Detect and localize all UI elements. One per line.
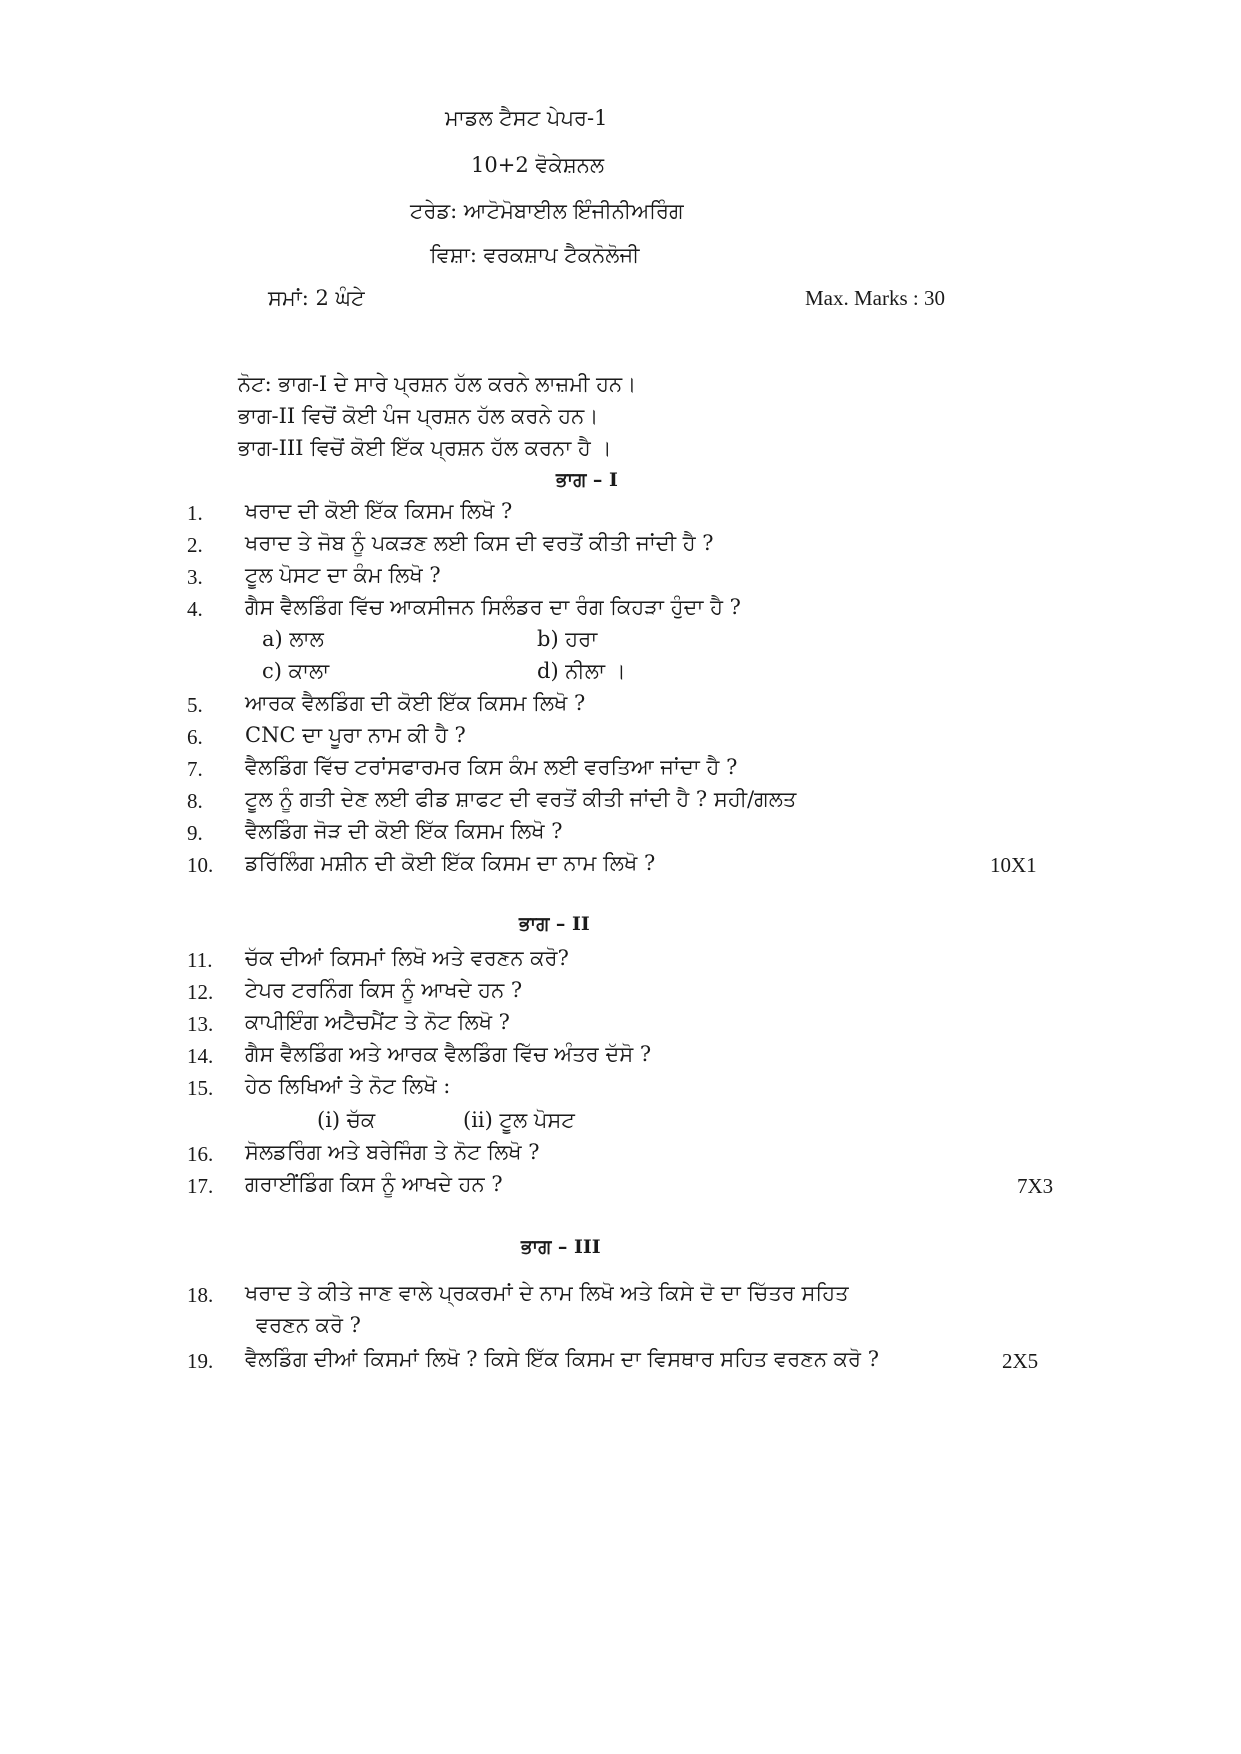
- question-text: ਗਰਾਈਂਡਿੰਗ ਕਿਸ ਨੂੰ ਆਖਦੇ ਹਨ ?: [245, 1172, 503, 1196]
- question-number: 17.: [187, 1174, 214, 1198]
- question-number: 10.: [187, 853, 214, 877]
- note-line: ਭਾਗ-III ਵਿਚੋਂ ਕੋਈ ਇੱਕ ਪ੍ਰਸ਼ਨ ਹੱਲ ਕਰਨਾ ਹੈ ।: [238, 436, 612, 460]
- question-text: ਆਰਕ ਵੈਲਡਿੰਗ ਦੀ ਕੋਈ ਇੱਕ ਕਿਸਮ ਲਿਖੋ ?: [245, 691, 586, 715]
- question-text: ਸੋਲਡਰਿੰਗ ਅਤੇ ਬਰੇਜਿੰਗ ਤੇ ਨੋਟ ਲਿਖੋ ?: [245, 1140, 540, 1164]
- sub-item-i: (i) ਚੱਕ: [317, 1108, 376, 1132]
- max-marks-label: Max. Marks : 30: [805, 286, 945, 310]
- question-number: 18.: [187, 1283, 214, 1307]
- note-line: ਭਾਗ-II ਵਿਚੋਂ ਕੋਈ ਪੰਜ ਪ੍ਰਸ਼ਨ ਹੱਲ ਕਰਨੇ ਹਨ।: [238, 404, 599, 428]
- question-text: ਵੈਲਡਿੰਗ ਵਿੱਚ ਟਰਾਂਸਫਾਰਮਰ ਕਿਸ ਕੰਮ ਲਈ ਵਰਤਿਆ ਜਾਂਦਾ ਹੈ ?: [245, 755, 738, 779]
- question-number: 19.: [187, 1349, 214, 1373]
- question-number: 1.: [187, 501, 203, 525]
- question-text: ਟੂਲ ਨੂੰ ਗਤੀ ਦੇਣ ਲਈ ਫੀਡ ਸ਼ਾਫਟ ਦੀ ਵਰਤੋਂ ਕੀਤੀ ਜਾਂਦੀ ਹੈ ? ਸਹੀ/ਗਲਤ: [245, 787, 797, 811]
- question-text: CNC ਦਾ ਪੂਰਾ ਨਾਮ ਕੀ ਹੈ ?: [245, 723, 466, 747]
- question-text: ਵੈਲਡਿੰਗ ਦੀਆਂ ਕਿਸਮਾਂ ਲਿਖੋ ? ਕਿਸੇ ਇੱਕ ਕਿਸਮ ਦਾ ਵਿਸਥਾਰ ਸਹਿਤ ਵਰਣਨ ਕਰੋ ?: [245, 1347, 879, 1371]
- question-number: 15.: [187, 1076, 214, 1100]
- question-text: ਕਾਪੀਇੰਗ ਅਟੈਚਮੈਂਟ ਤੇ ਨੋਟ ਲਿਖੋ ?: [245, 1010, 510, 1034]
- question-text: ਗੈਸ ਵੈਲਡਿੰਗ ਅਤੇ ਆਰਕ ਵੈਲਡਿੰਗ ਵਿੱਚ ਅੰਤਰ ਦੱਸੋ ?: [245, 1042, 652, 1066]
- question-number: 8.: [187, 789, 203, 813]
- option-c: c) ਕਾਲਾ: [262, 659, 330, 683]
- question-text: ਟੇਪਰ ਟਰਨਿੰਗ ਕਿਸ ਨੂੰ ਆਖਦੇ ਹਨ ?: [245, 978, 523, 1002]
- part1-marks: 10X1: [990, 853, 1037, 877]
- question-text: ਖਰਾਦ ਦੀ ਕੋਈ ਇੱਕ ਕਿਸਮ ਲਿਖੋ ?: [245, 499, 513, 523]
- question-number: 4.: [187, 597, 203, 621]
- paper-title: ਮਾਡਲ ਟੈਸਟ ਪੇਪਰ-1: [445, 106, 608, 130]
- part3-marks: 2X5: [1002, 1349, 1039, 1373]
- part2-heading: ਭਾਗ – II: [519, 913, 590, 935]
- question-number: 14.: [187, 1044, 214, 1068]
- option-b: b) ਹਰਾ: [537, 627, 598, 651]
- option-d: d) ਨੀਲਾ ।: [537, 659, 626, 683]
- question-number: 12.: [187, 980, 214, 1004]
- subject-label: ਵਿਸ਼ਾ: ਵਰਕਸ਼ਾਪ ਟੈਕਨੋਲੋਜੀ: [430, 243, 640, 267]
- question-text-continued: ਵਰਣਨ ਕਰੋ ?: [256, 1313, 361, 1337]
- question-text: ਚੱਕ ਦੀਆਂ ਕਿਸਮਾਂ ਲਿਖੋ ਅਤੇ ਵਰਣਨ ਕਰੋ?: [245, 946, 569, 970]
- note-line: ਨੋਟ: ਭਾਗ-I ਦੇ ਸਾਰੇ ਪ੍ਰਸ਼ਨ ਹੱਲ ਕਰਨੇ ਲਾਜ਼ਮੀ ਹਨ।: [238, 372, 637, 396]
- question-text: ਵੈਲਡਿੰਗ ਜੋੜ ਦੀ ਕੋਈ ਇੱਕ ਕਿਸਮ ਲਿਖੋ ?: [245, 819, 563, 843]
- trade-label: ਟਰੇਡ: ਆਟੋਮੋਬਾਈਲ ਇੰਜੀਨੀਅਰਿੰਗ: [410, 199, 684, 223]
- question-text: ਡਰਿੱਲਿੰਗ ਮਸ਼ੀਨ ਦੀ ਕੋਈ ਇੱਕ ਕਿਸਮ ਦਾ ਨਾਮ ਲਿਖੋ ?: [245, 851, 656, 875]
- question-text: ਖਰਾਦ ਤੇ ਕੀਤੇ ਜਾਣ ਵਾਲੇ ਪ੍ਰਕਰਮਾਂ ਦੇ ਨਾਮ ਲਿਖੋ ਅਤੇ ਕਿਸੇ ਦੋ ਦਾ ਚਿੱਤਰ ਸਹਿਤ: [245, 1281, 849, 1305]
- question-number: 5.: [187, 693, 203, 717]
- time-label: ਸਮਾਂ: 2 ਘੰਟੇ: [268, 286, 365, 310]
- part2-marks: 7X3: [1017, 1174, 1054, 1198]
- question-number: 13.: [187, 1012, 214, 1036]
- question-text: ਟੂਲ ਪੋਸਟ ਦਾ ਕੰਮ ਲਿਖੋ ?: [245, 563, 441, 587]
- sub-item-ii: (ii) ਟੂਲ ਪੋਸਟ: [463, 1108, 575, 1132]
- question-text: ਗੈਸ ਵੈਲਡਿੰਗ ਵਿੱਚ ਆਕਸੀਜਨ ਸਿਲੰਡਰ ਦਾ ਰੰਗ ਕਿਹੜਾ ਹੁੰਦਾ ਹੈ ?: [245, 595, 741, 619]
- question-number: 16.: [187, 1142, 214, 1166]
- class-label: 10+2 ਵੋਕੇਸ਼ਨਲ: [471, 153, 605, 177]
- part3-heading: ਭਾਗ – III: [521, 1236, 601, 1258]
- part1-heading: ਭਾਗ – I: [556, 469, 618, 491]
- question-number: 9.: [187, 821, 203, 845]
- question-number: 2.: [187, 533, 203, 557]
- question-number: 6.: [187, 725, 203, 749]
- question-number: 11.: [187, 948, 213, 972]
- option-a: a) ਲਾਲ: [262, 627, 324, 651]
- question-number: 3.: [187, 565, 203, 589]
- question-text: ਖਰਾਦ ਤੇ ਜੋਬ ਨੂੰ ਪਕੜਣ ਲਈ ਕਿਸ ਦੀ ਵਰਤੋਂ ਕੀਤੀ ਜਾਂਦੀ ਹੈ ?: [245, 531, 714, 555]
- question-text: ਹੇਠ ਲਿਖਿਆਂ ਤੇ ਨੋਟ ਲਿਖੋ :: [245, 1074, 451, 1098]
- question-number: 7.: [187, 757, 203, 781]
